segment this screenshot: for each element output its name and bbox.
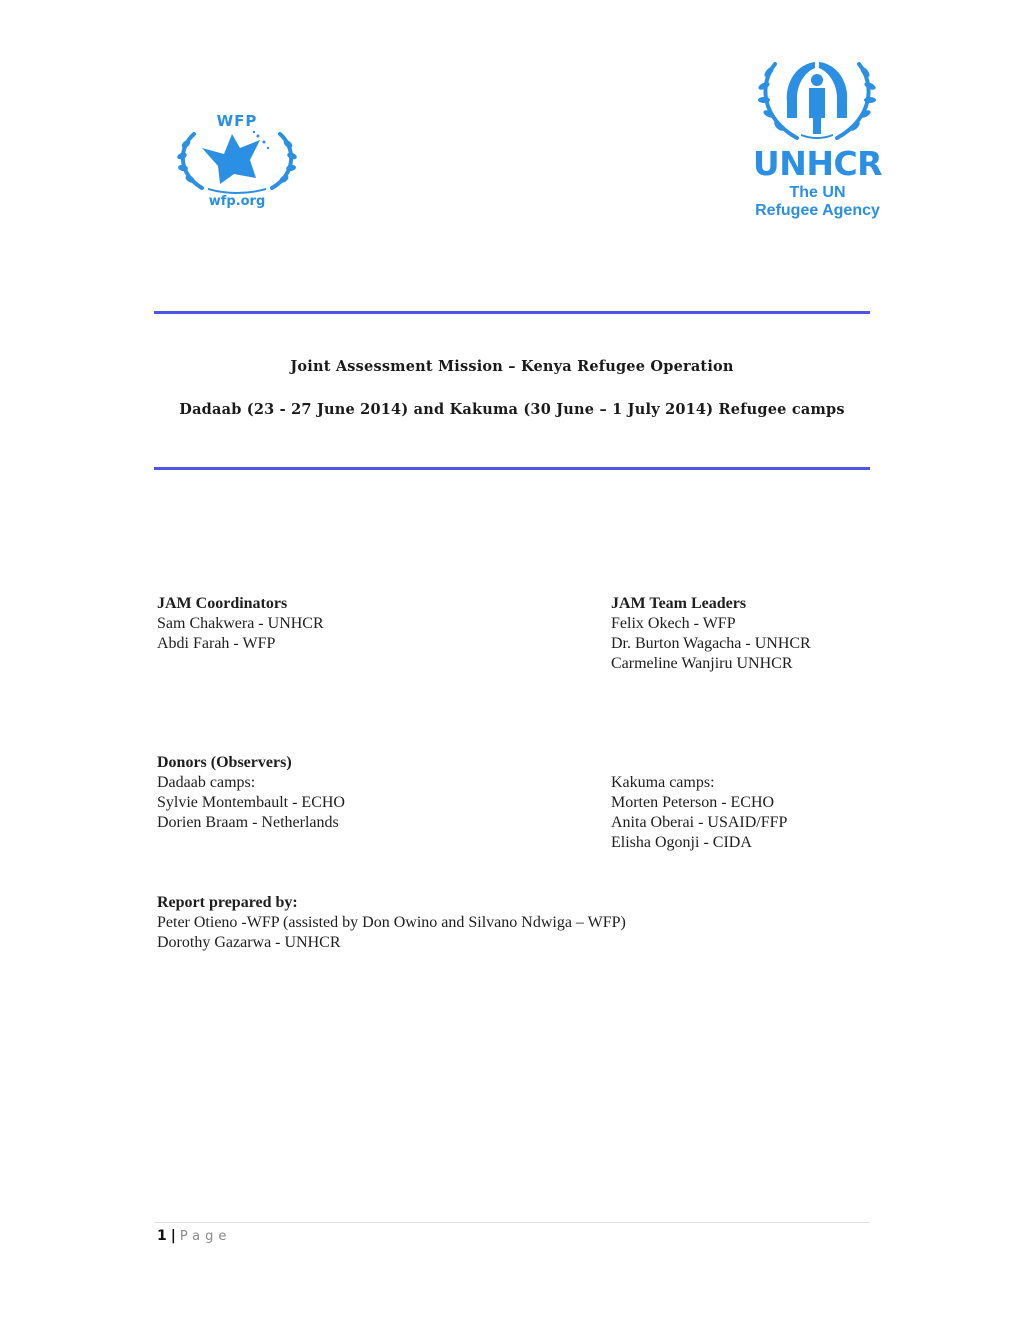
unhcr-logo-word: UNHCR xyxy=(752,144,883,183)
donors-section xyxy=(157,753,345,833)
wfp-logo xyxy=(172,112,302,212)
dadaab-camps-label: Dadaab camps: xyxy=(157,774,256,791)
kakuma-camps-label: Kakuma camps: xyxy=(611,774,715,791)
unhcr-logo-subtitle: The UN xyxy=(789,184,846,201)
coordinators-section xyxy=(157,594,324,654)
title-bottom-rule xyxy=(154,467,870,470)
author-line: Peter Otieno -WFP (assisted by Don Owino and Silvano Ndwiga – WFP) xyxy=(157,914,626,931)
wfp-logo-url: wfp.org xyxy=(208,194,266,209)
donor-name: Morten Peterson - ECHO xyxy=(611,794,775,811)
donor-name: Anita Oberai - USAID/FFP xyxy=(611,814,788,831)
team-leader-name: Felix Okech - WFP xyxy=(611,615,736,632)
coordinator-name: Sam Chakwera - UNHCR xyxy=(157,615,324,632)
page-label: Page xyxy=(179,1229,232,1244)
author-line: Dorothy Gazarwa - UNHCR xyxy=(157,934,341,951)
donor-name: Elisha Ogonji - CIDA xyxy=(611,834,752,851)
section-heading: Donors (Observers) xyxy=(157,754,292,771)
kakuma-donors-section xyxy=(611,773,787,853)
donor-name: Dorien Braam - Netherlands xyxy=(157,814,339,831)
document-subtitle: Dadaab (23 - 27 June 2014) and Kakuma (30 June – 1 July 2014) Refugee camps xyxy=(179,401,845,418)
page-number: 1 xyxy=(157,1228,167,1244)
wfp-logo-word: WFP xyxy=(216,112,258,130)
coordinator-name: Abdi Farah - WFP xyxy=(157,635,276,652)
donor-name: Sylvie Montembault - ECHO xyxy=(157,794,345,811)
team-leader-name: Dr. Burton Wagacha - UNHCR xyxy=(611,635,811,652)
unhcr-emblem-icon xyxy=(757,58,877,146)
wfp-emblem-icon xyxy=(172,126,302,196)
footer-separator: | xyxy=(170,1228,176,1244)
document-title: Joint Assessment Mission – Kenya Refugee Operation xyxy=(290,358,734,375)
footer-rule xyxy=(154,1222,870,1223)
team-leaders-section xyxy=(611,594,811,674)
section-heading: JAM Team Leaders xyxy=(611,595,747,612)
section-heading: JAM Coordinators xyxy=(157,595,288,612)
unhcr-logo xyxy=(745,58,890,226)
team-leader-name: Carmeline Wanjiru UNHCR xyxy=(611,655,793,672)
section-heading: Report prepared by: xyxy=(157,894,298,911)
page-footer xyxy=(157,1228,231,1244)
unhcr-logo-subtitle: Refugee Agency xyxy=(755,202,880,219)
title-top-rule xyxy=(154,311,870,314)
report-authors-section xyxy=(157,893,626,953)
